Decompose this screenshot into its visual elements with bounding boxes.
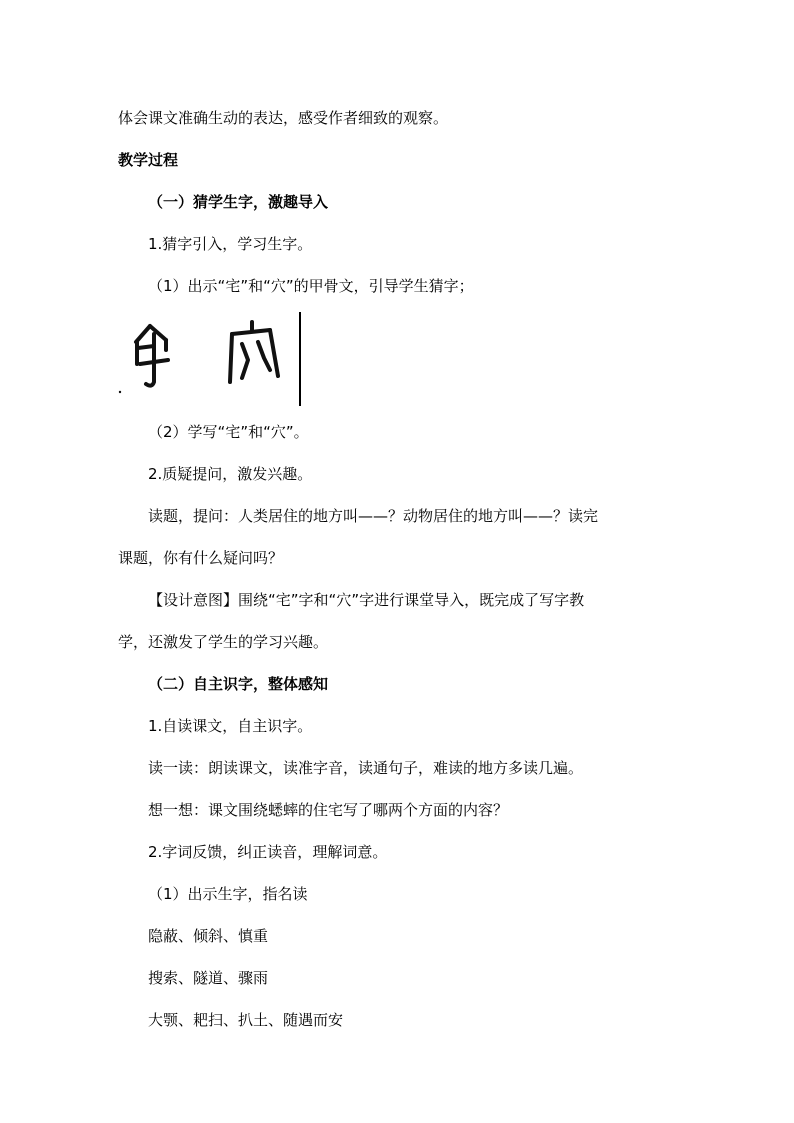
think-instruction: 想一想：课文围绕蟋蟀的住宅写了哪两个方面的内容？ xyxy=(148,801,509,819)
section-heading-teaching-process: 教学过程 xyxy=(118,151,179,169)
step-1-item-2: （2）学写“宅”和“穴”。 xyxy=(148,423,309,441)
design-intent-line-1: 【设计意图】围绕“宅”字和“穴”字进行课堂导入，既完成了写字教 xyxy=(148,591,585,609)
xue-oracle-glyph xyxy=(230,322,278,382)
subsection-heading-1: （一）猜学生字，激趣导入 xyxy=(148,193,329,211)
step-1b-heading: 1.自读课文，自主识字。 xyxy=(148,717,313,735)
step-1-item-1: （1）出示“宅”和“穴”的甲骨文，引导学生猜字； xyxy=(148,277,474,295)
vocab-row-1: 隐蔽、倾斜、慎重 xyxy=(148,927,269,945)
text-line-1: 体会课文准确生动的表达，感受作者细致的观察。 xyxy=(118,109,449,127)
vocab-row-3: 大颚、耙扫、扒土、随遇而安 xyxy=(148,1011,344,1029)
step-2-heading: 2.质疑提问，激发兴趣。 xyxy=(148,465,313,483)
step-2b-heading: 2.字词反馈，纠正读音，理解词意。 xyxy=(148,843,388,861)
zhai-oracle-glyph xyxy=(136,326,168,386)
subsection-heading-2: （二）自主识字，整体感知 xyxy=(148,675,329,693)
step-2b-item-1: （1）出示生字，指名读 xyxy=(148,885,308,903)
design-intent-line-2: 学，还激发了学生的学习兴趣。 xyxy=(118,633,329,651)
paragraph-reading-question-line-2: 课题，你有什么疑问吗？ xyxy=(118,549,284,567)
vocab-row-2: 搜索、隧道、骤雨 xyxy=(148,969,269,987)
paragraph-reading-question-line-1: 读题，提问：人类居住的地方叫——？动物居住的地方叫——？读完 xyxy=(148,507,599,525)
oracle-bone-glyphs-image xyxy=(118,312,304,408)
stray-dot xyxy=(119,391,121,393)
read-instruction: 读一读：朗读课文，读准字音，读通句子，难读的地方多读几遍。 xyxy=(148,759,584,777)
step-1-heading: 1.猜字引入，学习生字。 xyxy=(148,235,313,253)
